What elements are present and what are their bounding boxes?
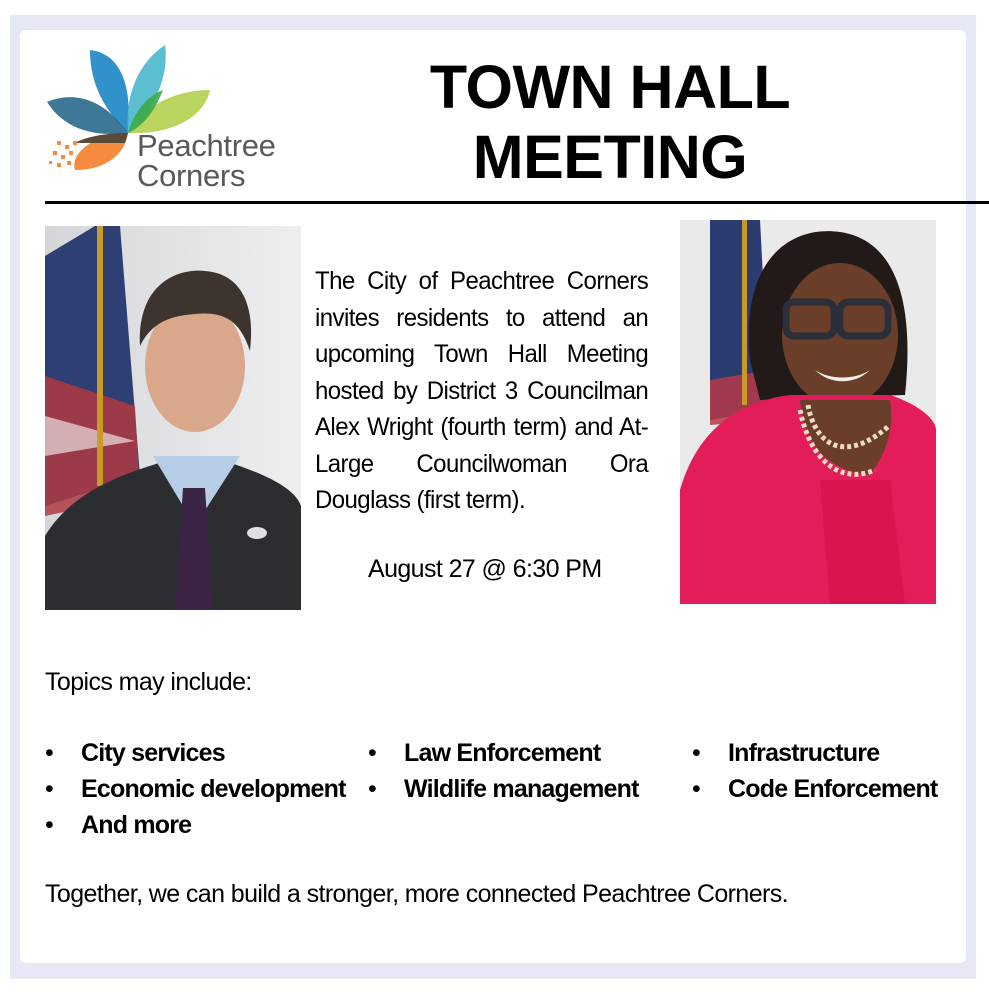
bullet-icon: •	[368, 739, 376, 767]
closing-statement: Together, we can build a stronger, more connected Peachtree Corners.	[45, 880, 788, 908]
bullet-icon: •	[45, 775, 53, 803]
logo-line-1: Peachtree	[137, 128, 276, 163]
page-title	[400, 52, 820, 192]
councilman-photo	[45, 226, 301, 610]
bullet-icon: •	[45, 739, 53, 767]
bullet-icon: •	[692, 739, 700, 767]
bullet-icon: •	[368, 775, 376, 803]
logo-wordmark	[137, 128, 276, 193]
title-line-1: TOWN HALL	[429, 53, 791, 121]
topics-heading: Topics may include:	[45, 668, 252, 696]
councilwoman-photo	[680, 220, 936, 604]
peachtree-corners-logo	[45, 45, 305, 200]
bullet-icon: •	[692, 775, 700, 803]
header-divider	[45, 201, 989, 204]
bullet-icon: •	[45, 811, 53, 839]
title-line-2: MEETING	[472, 123, 748, 191]
logo-line-2: Corners	[137, 158, 246, 193]
event-description: The City of Peachtree Corners invites residents to attend an upcoming Town Hall Meeting hosted by District 3 Councilman Alex Wright (fourth term) and At-Large Councilwoman Ora Douglass (first term).	[315, 267, 649, 514]
event-date-time: August 27 @ 6:30 PM	[368, 555, 602, 583]
